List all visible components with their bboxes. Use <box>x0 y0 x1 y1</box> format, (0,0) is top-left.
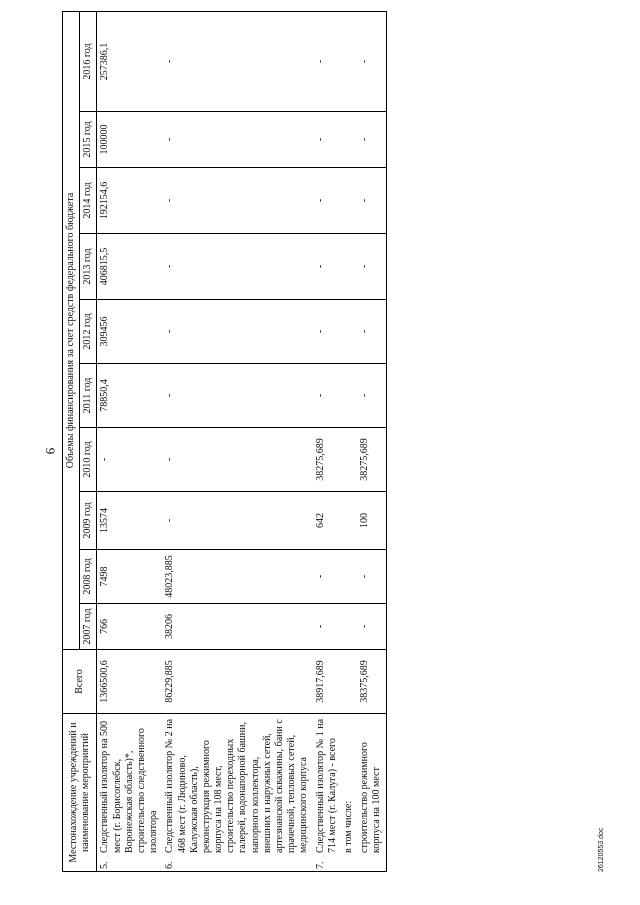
row-year-value: 257386,1 <box>97 11 162 111</box>
header-name: Местонахождение учреждений и наименование мероприятий <box>63 714 97 872</box>
row-year-value: 100000 <box>97 112 162 168</box>
row-year-value: - <box>313 550 341 604</box>
row-year-value <box>341 11 357 111</box>
row-index: 5. <box>99 861 111 869</box>
header-year: 2009 год <box>80 492 97 550</box>
row-year-value: - <box>357 364 386 428</box>
row-year-value: - <box>313 604 341 650</box>
table-row <box>341 11 357 871</box>
row-year-value <box>341 364 357 428</box>
row-year-value: - <box>357 112 386 168</box>
row-total: 38375,689 <box>357 650 386 714</box>
header-year: 2008 год <box>80 550 97 604</box>
row-year-value <box>341 604 357 650</box>
header-year: 2015 год <box>80 112 97 168</box>
row-year-value: - <box>162 428 312 492</box>
page-number: 9 <box>43 447 58 455</box>
row-year-value <box>341 234 357 300</box>
table-row <box>97 11 162 871</box>
header-year: 2007 год <box>80 604 97 650</box>
row-index <box>343 853 355 869</box>
row-name: строительство режимного корпуса на 100 мест <box>359 742 383 853</box>
row-year-value: - <box>162 234 312 300</box>
row-name: в том числе: <box>342 800 354 853</box>
row-name: Следственный изолятор на 500 мест (г. Борисоглебск, Воронежская область)*, строительство следственного изолятора <box>99 721 160 853</box>
row-year-value <box>341 300 357 364</box>
row-year-value: - <box>313 364 341 428</box>
row-year-value: 766 <box>97 604 162 650</box>
row-year-value: 192154,6 <box>97 168 162 234</box>
row-year-value: 38206 <box>162 604 312 650</box>
row-year-value: - <box>162 168 312 234</box>
row-year-value: - <box>357 168 386 234</box>
row-year-value: 48023,885 <box>162 550 312 604</box>
row-year-value: - <box>162 11 312 111</box>
row-year-value: 309456 <box>97 300 162 364</box>
row-year-value: 13574 <box>97 492 162 550</box>
row-year-value: 38275,689 <box>313 428 341 492</box>
financing-table <box>62 11 387 872</box>
row-name: Следственный изолятор № 2 на 468 мест (г. Людиново, Калужская область), реконструкция режимного корпуса на 108 мест, строительство переходных галерей, водонапорной башни, напорного коллектора, внешних и наружных сетей, артезианской скважины, бани с прачечной, тепловых сетей, медицинского корпуса <box>164 718 310 853</box>
row-year-value: - <box>357 300 386 364</box>
row-year-value: - <box>313 11 341 111</box>
row-year-value: - <box>162 300 312 364</box>
row-name-cell <box>162 714 312 872</box>
row-year-value <box>341 168 357 234</box>
row-year-value: - <box>357 234 386 300</box>
row-index: 7. <box>314 861 326 869</box>
financing-table-sheet <box>62 12 632 872</box>
table-row <box>357 11 386 871</box>
row-name-cell <box>341 714 357 872</box>
header-year: 2014 год <box>80 168 97 234</box>
row-year-value: - <box>162 112 312 168</box>
row-year-value: - <box>313 168 341 234</box>
table-row <box>162 11 312 871</box>
row-year-value <box>341 550 357 604</box>
row-year-value: - <box>162 364 312 428</box>
document-footer: 26120553.doc <box>598 827 605 872</box>
table-row <box>313 11 341 871</box>
row-year-value <box>341 112 357 168</box>
row-year-value: - <box>97 428 162 492</box>
row-year-value <box>341 428 357 492</box>
row-year-value: - <box>313 234 341 300</box>
header-year: 2016 год <box>80 11 97 111</box>
row-index: 6. <box>164 861 176 869</box>
header-year: 2012 год <box>80 300 97 364</box>
row-name-cell <box>97 714 162 872</box>
row-year-value: 38275,689 <box>357 428 386 492</box>
row-year-value: - <box>357 11 386 111</box>
row-total <box>341 650 357 714</box>
row-year-value: - <box>313 300 341 364</box>
row-year-value: 7498 <box>97 550 162 604</box>
row-year-value: 642 <box>313 492 341 550</box>
row-year-value: - <box>313 112 341 168</box>
header-year: 2010 год <box>80 428 97 492</box>
row-year-value: 406815,5 <box>97 234 162 300</box>
row-index <box>359 853 383 869</box>
row-total: 38917,689 <box>313 650 341 714</box>
row-year-value: - <box>162 492 312 550</box>
row-year-value <box>341 492 357 550</box>
row-year-value: 78850,4 <box>97 364 162 428</box>
header-year: 2013 год <box>80 234 97 300</box>
header-year: 2011 год <box>80 364 97 428</box>
header-total: Всего <box>63 650 97 714</box>
row-total: 1366500,6 <box>97 650 162 714</box>
row-year-value: 100 <box>357 492 386 550</box>
row-name-cell <box>313 714 341 872</box>
row-year-value: - <box>357 604 386 650</box>
row-name: Следственный изолятор № 1 на 714 мест (г. Калуга) - всего <box>314 718 338 853</box>
row-year-value: - <box>357 550 386 604</box>
row-name-cell <box>357 714 386 872</box>
row-total: 86229,885 <box>162 650 312 714</box>
header-group: Объемы финансирования за счет средств федерального бюджета <box>63 11 80 649</box>
